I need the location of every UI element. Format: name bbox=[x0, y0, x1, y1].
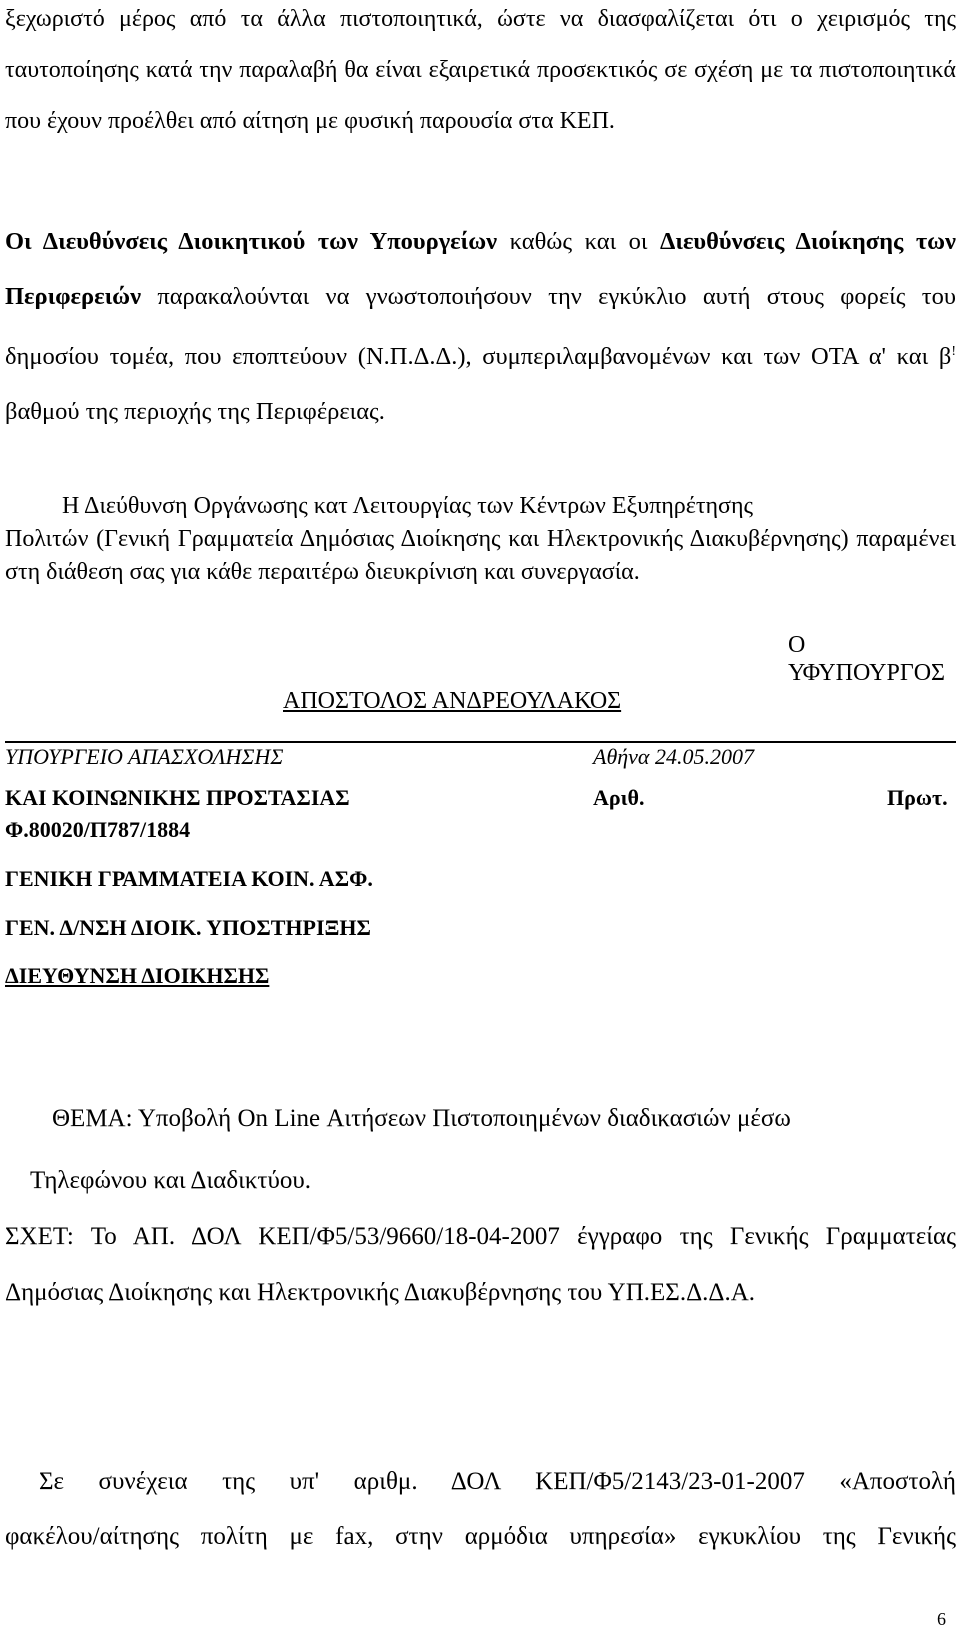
superscript-mark: ! bbox=[951, 344, 956, 359]
subject-block bbox=[5, 1088, 956, 1212]
paragraph-rest: Πολιτών (Γενική Γραμματεία Δημόσιας Διοίκησης και Ηλεκτρονικής Διακυβέρνησης) παραμένει στη διάθεση σας για κάθε περαιτέρω διευκρίνιση και συνεργασία. bbox=[5, 526, 956, 585]
signature-name: ΑΠΟΣΤΟΛΟΣ ΑΝΔΡΕΟΥΛΑΚΟΣ bbox=[283, 688, 622, 714]
paragraph-kep-directorate bbox=[5, 490, 956, 589]
reference-paragraph: ΣΧΕΤ: Το ΑΠ. ΔΟΛ ΚΕΠ/Φ5/53/9660/18-04-2007 έγγραφο της Γενικής Γραμματείας Δημόσιας Διοίκησης και Ηλεκτρονικής Διακυβέρνησης του ΥΠ.ΕΣ.Δ.Δ.Α. bbox=[5, 1223, 956, 1306]
paragraph-first-line: Η Διεύθυνση Οργάνωσης κατ Λειτουργίας των Κέντρων Εξυπηρέτησης bbox=[62, 493, 754, 519]
paragraph-directorates-notice bbox=[5, 214, 956, 439]
letter-date: Αθήνα 24.05.2007 bbox=[593, 744, 754, 769]
text-segment: βαθμού της περιοχής της Περιφέρειας. bbox=[5, 398, 385, 426]
ministry-name: ΥΠΟΥΡΓΕΙΟ ΑΠΑΣΧΟΛΗΣΗΣ bbox=[5, 744, 284, 769]
ministry-name-line2: ΚΑΙ ΚΟΙΝΩΝΙΚΗΣ ΠΡΟΣΤΑΣΙΑΣ bbox=[5, 785, 350, 810]
horizontal-divider bbox=[5, 741, 956, 743]
page-number: 6 bbox=[937, 1609, 946, 1629]
paragraph-identity-handling: ξεχωριστό μέρος από τα άλλα πιστοποιητικά, ώστε να διασφαλίζεται ότι ο χειρισμός της ταυτοποίησης κατά την παραλαβή θα είναι εξαιρετικά προσεκτικός σε σχέση με τα πιστοποιητικά που έχουν προέλθει από αίτηση με φυσική παρουσία στα ΚΕΠ. bbox=[5, 6, 956, 134]
general-directorate: ΓΕΝ. Δ/ΝΣΗ ΔΙΟΙΚ. ΥΠΟΣΤΗΡΙΞΗΣ bbox=[5, 915, 371, 940]
prot-label: Πρωτ. bbox=[887, 785, 948, 810]
directorate-name: ΔΙΕΥΘΥΝΣΗ ΔΙΟΙΚΗΣΗΣ bbox=[5, 963, 270, 988]
arith-label: Αριθ. bbox=[593, 785, 645, 810]
bold-regions-directorates: Διευθύνσεις Διοίκησης των Περιφερειών bbox=[5, 228, 956, 310]
subject-line-2: Τηλεφώνου και Διαδικτύου. bbox=[30, 1167, 311, 1194]
bold-ministries-directorates: Οι Διευθύνσεις Διοικητικού των Υπουργείων bbox=[5, 228, 498, 255]
signature-title: Ο ΥΦΥΠΟΥΡΓΟΣ bbox=[788, 632, 945, 686]
protocol-number: Φ.80020/Π787/1884 bbox=[5, 817, 191, 842]
continuation-block bbox=[5, 1454, 956, 1564]
general-secretariat: ΓΕΝΙΚΗ ΓΡΑΜΜΑΤΕΙΑ ΚΟΙΝ. ΑΣΦ. bbox=[5, 866, 373, 891]
continuation-line-1: Σε συνέχεια της υπ' αριθμ. ΔΟΛ ΚΕΠ/Φ5/2143/23-01-2007 «Αποστολή bbox=[39, 1468, 956, 1495]
text-segment: παρακαλούνται να γνωστοποιήσουν την εγκύκλιο αυτή στους φορείς του δημοσίου τομέα, που εποπτεύουν (Ν.Π.Δ.Δ.), συμπεριλαμβανομένων και των ΟΤΑ α' και β bbox=[5, 283, 956, 371]
text-segment: καθώς και οι bbox=[497, 228, 660, 255]
continuation-line-2: φακέλου/αίτησης πολίτη με fax, στην αρμόδια υπηρεσία» εγκυκλίου της Γενικής bbox=[5, 1523, 956, 1550]
subject-line-1: ΘΕΜΑ: Υποβολή On Line Αιτήσεων Πιστοποιημένων διαδικασιών μέσω bbox=[52, 1105, 791, 1132]
